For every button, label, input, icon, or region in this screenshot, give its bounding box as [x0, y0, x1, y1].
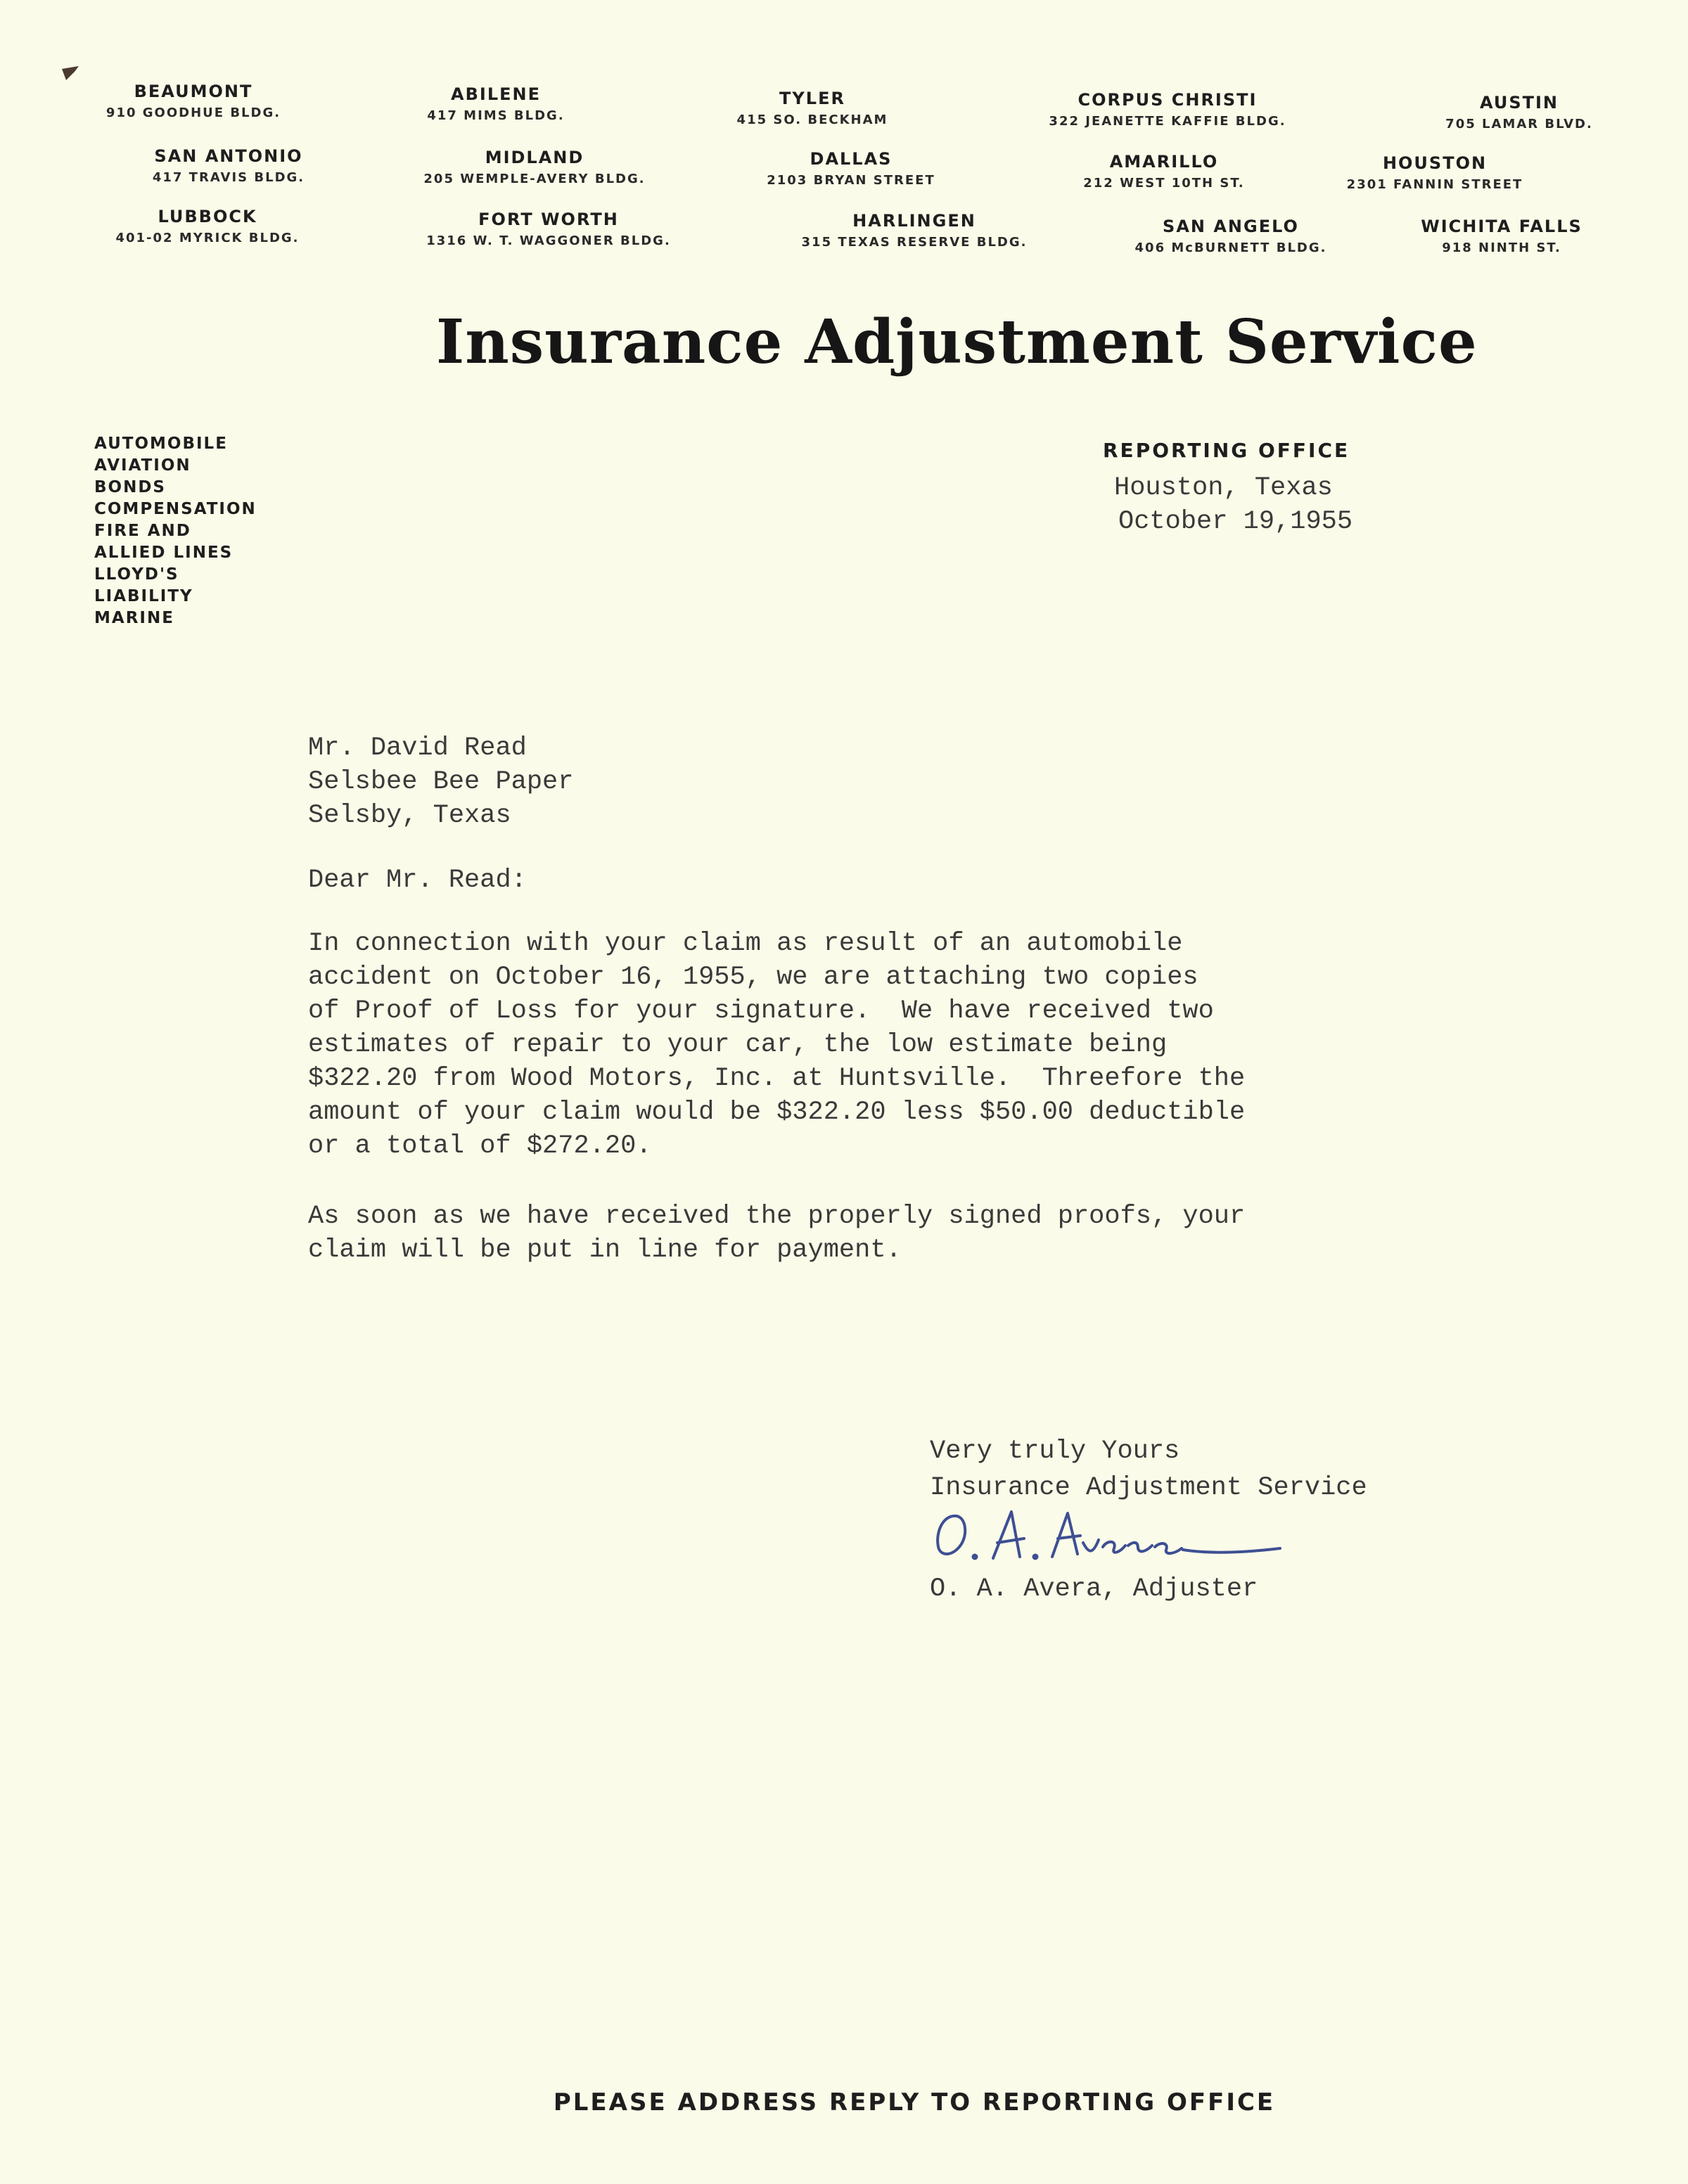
office-city: AUSTIN	[1480, 93, 1559, 113]
office-tyler	[717, 89, 907, 127]
footer-reply-note: PLEASE ADDRESS REPLY TO REPORTING OFFICE	[553, 2088, 1276, 2116]
body-line: or a total of $272.20.	[308, 1131, 652, 1161]
office-address: 417 TRAVIS BLDG.	[152, 170, 305, 185]
insurance-lines-list	[94, 433, 257, 629]
office-city: HARLINGEN	[852, 211, 976, 231]
ink-spot-mark	[60, 66, 82, 82]
insurance-line-item: AUTOMOBILE	[94, 435, 228, 453]
reporting-office-label: REPORTING OFFICE	[1103, 439, 1350, 462]
office-address: 1316 W. T. WAGGONER BLDG.	[426, 233, 671, 248]
office-address: 315 TEXAS RESERVE BLDG.	[801, 235, 1028, 250]
body-line: of Proof of Loss for your signature. We have received two	[308, 996, 1214, 1026]
recipient-city: Selsby, Texas	[308, 801, 511, 830]
office-beaumont	[84, 82, 302, 120]
body-line: $322.20 from Wood Motors, Inc. at Huntsville. Threefore the	[308, 1064, 1246, 1093]
body-line: In connection with your claim as result of an automobile	[308, 929, 1183, 958]
insurance-line-item: BONDS	[94, 478, 166, 496]
office-city: WICHITA FALLS	[1421, 217, 1582, 236]
signer-name: O. A. Avera, Adjuster	[930, 1574, 1258, 1604]
insurance-line-item: AVIATION	[94, 456, 191, 475]
office-city: FORT WORTH	[478, 210, 619, 229]
office-address: 406 McBURNETT BLDG.	[1134, 240, 1327, 255]
office-address: 918 NINTH ST.	[1442, 240, 1561, 255]
handwritten-signature	[914, 1489, 1308, 1567]
office-san-angelo	[1125, 217, 1336, 255]
office-address: 212 WEST 10TH ST.	[1083, 176, 1245, 191]
office-dallas	[753, 149, 950, 188]
office-amarillo	[1069, 152, 1259, 191]
office-lubbock	[98, 207, 316, 245]
office-city: LUBBOCK	[158, 207, 257, 226]
office-address: 705 LAMAR BLVD.	[1445, 117, 1593, 131]
insurance-line-item: LLOYD'S	[94, 565, 179, 584]
office-abilene	[394, 84, 598, 123]
office-address: 2301 FANNIN STREET	[1346, 177, 1523, 192]
closing: Very truly Yours	[930, 1437, 1180, 1466]
office-austin	[1435, 93, 1604, 131]
office-address: 205 WEMPLE-AVERY BLDG.	[423, 172, 646, 186]
letter-date: October 19,1955	[1118, 507, 1353, 537]
insurance-line-item: ALLIED LINES	[94, 544, 234, 562]
insurance-line-item: COMPENSATION	[94, 500, 257, 518]
office-address: 2103 BRYAN STREET	[767, 173, 935, 188]
office-houston	[1336, 153, 1533, 192]
body-line: As soon as we have received the properly signed proofs, your	[308, 1202, 1246, 1231]
body-line: accident on October 16, 1955, we are attaching two copies	[308, 963, 1198, 992]
office-corpus-christi	[1034, 90, 1301, 129]
body-line: amount of your claim would be $322.20 less $50.00 deductible	[308, 1098, 1246, 1127]
closing-company: Insurance Adjustment Service	[930, 1473, 1367, 1503]
insurance-line-item: FIRE AND	[94, 522, 191, 540]
office-city: MIDLAND	[485, 148, 584, 167]
office-harlingen	[788, 211, 1041, 250]
office-city: DALLAS	[810, 149, 893, 169]
office-city: HOUSTON	[1382, 153, 1488, 173]
office-wichita-falls	[1407, 217, 1597, 255]
office-city: AMARILLO	[1109, 152, 1219, 172]
body-line: claim will be put in line for payment.	[308, 1235, 902, 1265]
recipient-company: Selsbee Bee Paper	[308, 767, 574, 797]
office-fort-worth	[415, 210, 682, 248]
office-address: 401-02 MYRICK BLDG.	[115, 231, 300, 245]
letter-location: Houston, Texas	[1114, 473, 1333, 503]
office-city: TYLER	[779, 89, 845, 108]
office-city: BEAUMONT	[134, 82, 253, 101]
office-address: 322 JEANETTE KAFFIE BLDG.	[1049, 114, 1286, 129]
office-midland	[408, 148, 661, 186]
office-city: ABILENE	[451, 84, 541, 104]
insurance-line-item: MARINE	[94, 609, 174, 627]
insurance-line-item: LIABILITY	[94, 587, 193, 605]
office-city: SAN ANGELO	[1163, 217, 1299, 236]
office-san-antonio	[127, 146, 331, 185]
company-name-heading: Insurance Adjustment Service	[436, 307, 1478, 378]
office-address: 417 MIMS BLDG.	[427, 108, 565, 123]
body-line: estimates of repair to your car, the low estimate being	[308, 1030, 1168, 1060]
office-address: 415 SO. BECKHAM	[736, 113, 888, 127]
office-address: 910 GOODHUE BLDG.	[106, 105, 281, 120]
office-city: CORPUS CHRISTI	[1078, 90, 1258, 110]
salutation: Dear Mr. Read:	[308, 866, 527, 895]
office-city: SAN ANTONIO	[154, 146, 303, 166]
recipient-name: Mr. David Read	[308, 733, 527, 763]
